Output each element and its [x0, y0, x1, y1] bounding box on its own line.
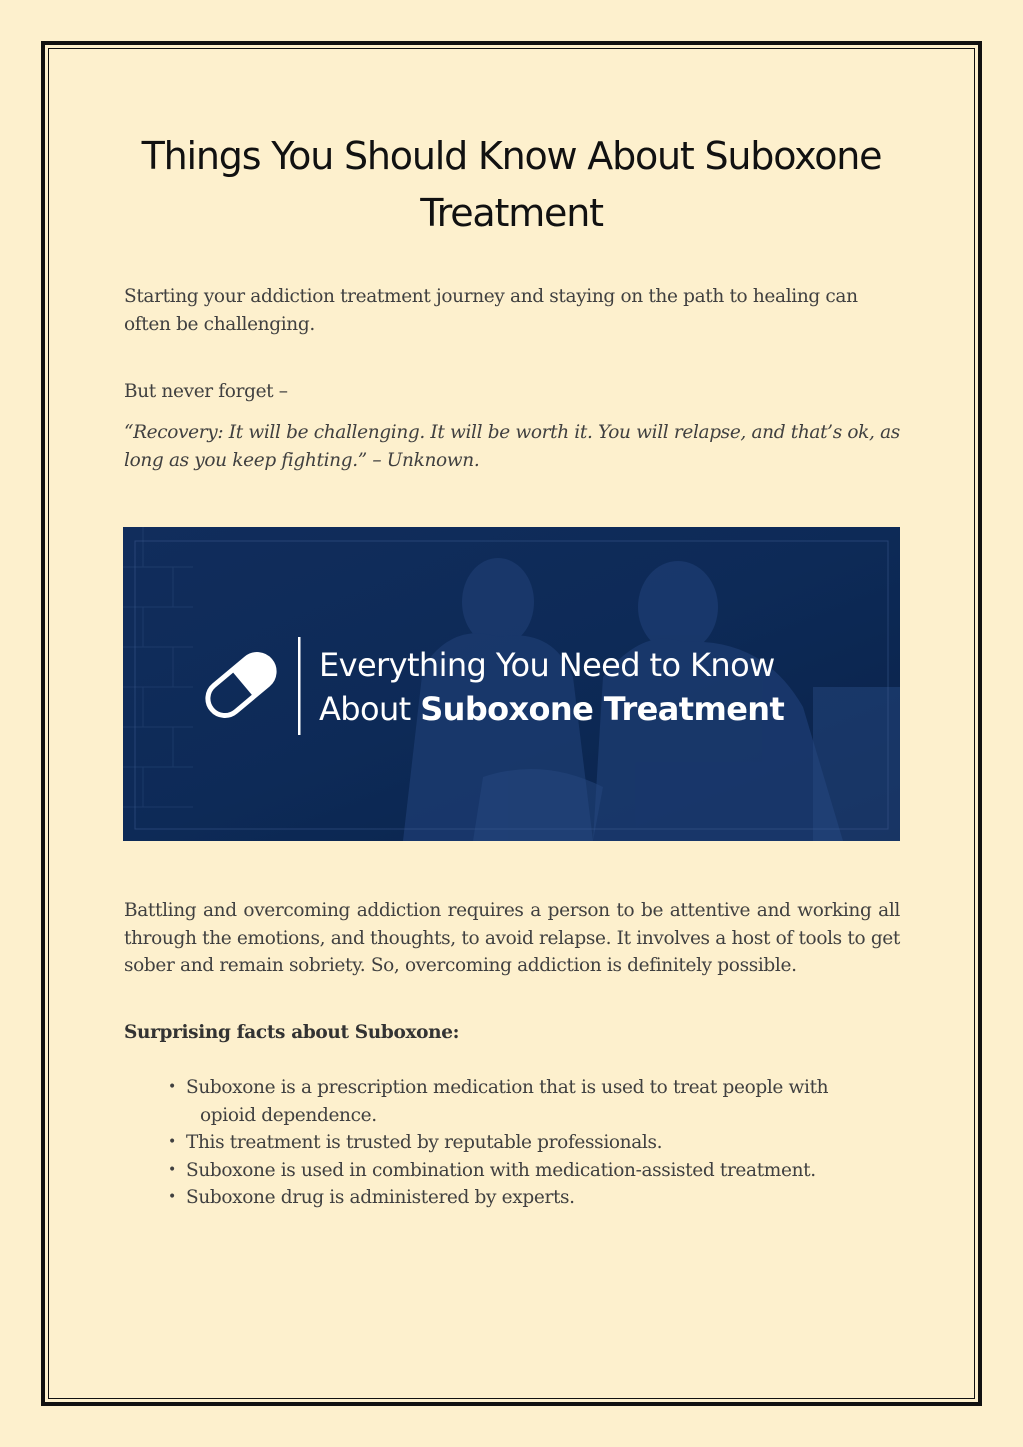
title-line-1: Things You Should Know About Suboxone: [141, 134, 882, 178]
list-item-text: This treatment is trusted by reputable professionals.: [186, 1132, 663, 1153]
reminder-line: But never forget –: [124, 381, 288, 402]
list-item: [168, 1074, 903, 1129]
bullet-icon: •: [168, 1134, 176, 1150]
hero-heading: [319, 643, 784, 731]
hero-line-2-bold: Suboxone Treatment: [420, 690, 785, 728]
facts-heading: Surprising facts about Suboxone:: [124, 1022, 460, 1043]
hero-divider: [298, 637, 301, 735]
title-line-2: Treatment: [420, 191, 603, 235]
intro-paragraph: Starting your addiction treatment journey and staying on the path to healing can often be challenging.: [124, 286, 858, 335]
list-item-text: Suboxone is a prescription medication that is used to treat people with: [186, 1077, 829, 1098]
hero-line-2: [319, 687, 784, 731]
bullet-icon: •: [168, 1161, 176, 1178]
list-item: [168, 1184, 903, 1212]
facts-list: [168, 1074, 903, 1212]
list-item-text-continued: opioid dependence.: [200, 1104, 377, 1126]
list-item-text: Suboxone is used in combination with medication-assisted treatment.: [186, 1159, 816, 1181]
hero-line-2-regular: About: [319, 690, 421, 728]
recovery-quote: “Recovery: It will be challenging. It will be worth it. You will relapse, and that’s ok, as long as you keep fighting.” – Unknown.: [124, 422, 900, 471]
list-item: [168, 1129, 903, 1157]
hero-line-1: Everything You Need to Know: [319, 646, 775, 684]
list-item-text: Suboxone drug is administered by experts.: [186, 1187, 575, 1208]
hero-banner: [123, 527, 900, 841]
bullet-icon: •: [168, 1079, 176, 1095]
bullet-icon: •: [168, 1189, 176, 1205]
body-paragraph: Battling and overcoming addiction requires a person to be attentive and working all through the emotions, and thoughts, to avoid relapse. It involves a host of tools to get sober and remain sobriety. So, overcoming addiction is definitely possible.: [124, 900, 900, 976]
list-item: [168, 1157, 903, 1185]
document-title: [110, 128, 913, 242]
